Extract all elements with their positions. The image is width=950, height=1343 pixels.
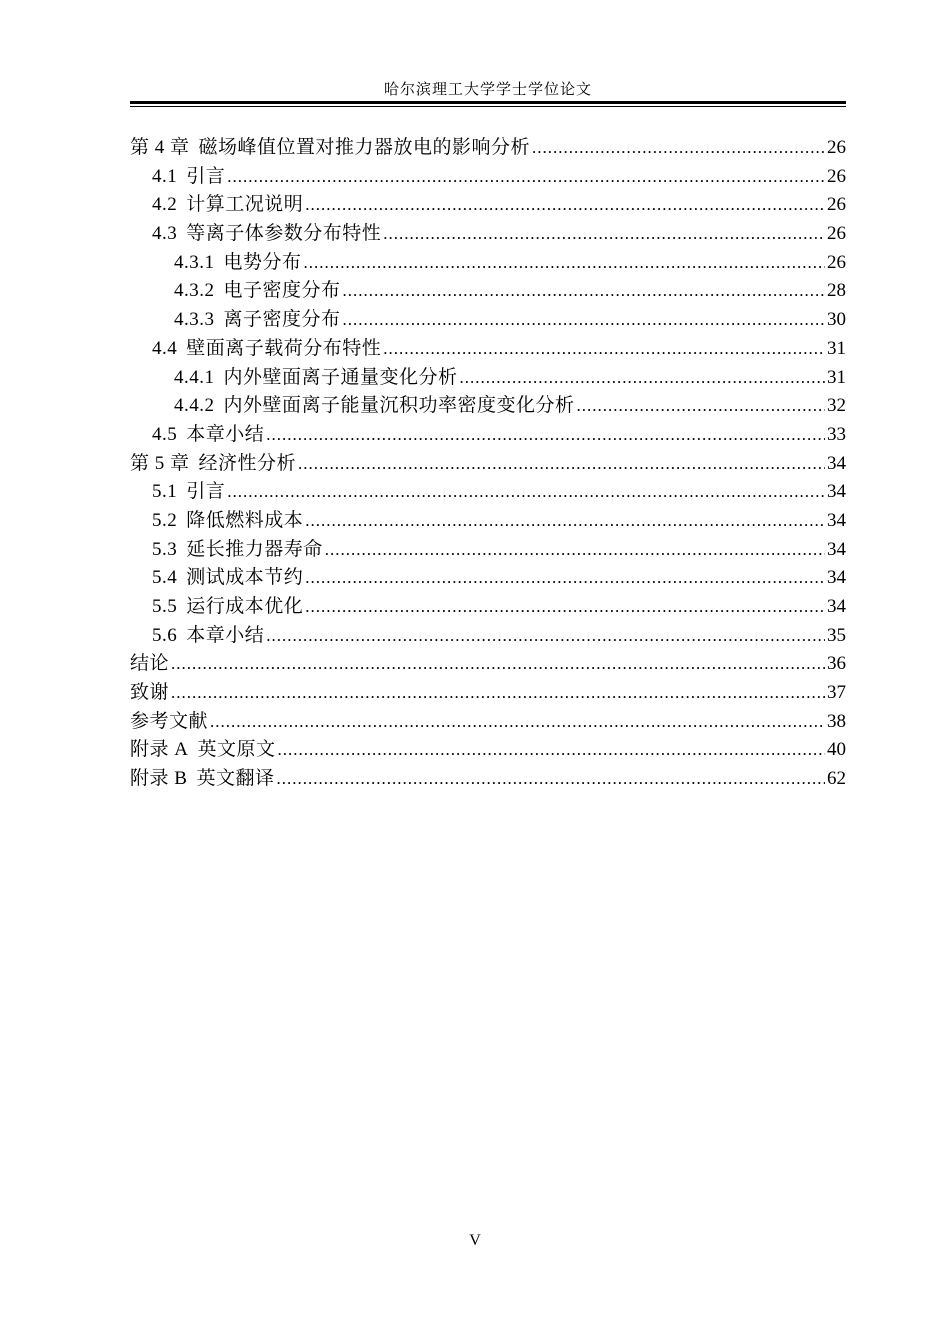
- toc-entry[interactable]: [130, 648, 846, 677]
- toc-entry[interactable]: [130, 591, 846, 620]
- toc-leader-dots: [276, 769, 825, 789]
- toc-entry-title: [174, 362, 458, 389]
- toc-entry-page: 26: [827, 165, 846, 187]
- toc-entry-text: 英文原文: [197, 739, 276, 761]
- toc-entry-page: 26: [827, 251, 846, 273]
- toc-entry-number: 4.4.2: [174, 395, 215, 417]
- toc-entry-text: 运行成本优化: [186, 596, 304, 617]
- toc-entry-text: 参考文献: [130, 710, 209, 732]
- toc-leader-dots: [383, 224, 825, 244]
- toc-entry-number: 5.6: [152, 624, 178, 646]
- toc-entry-text: 壁面离子载荷分布特性: [186, 337, 382, 359]
- header-rule-thick: [130, 101, 846, 104]
- toc-entry-title: [152, 620, 264, 647]
- toc-entry-number: 5.5: [152, 596, 178, 617]
- toc-entry-title: [130, 706, 208, 733]
- toc-entry[interactable]: [130, 304, 846, 333]
- toc-entry-text: 离子密度分布: [223, 309, 341, 331]
- toc-leader-dots: [577, 396, 825, 416]
- toc-entry-page: 40: [827, 739, 846, 761]
- toc-leader-dots: [171, 654, 825, 674]
- toc-leader-dots: [532, 138, 825, 158]
- toc-leader-dots: [383, 339, 825, 359]
- toc-entry-page: 26: [827, 223, 846, 245]
- running-header: 哈尔滨理工大学学士学位论文: [383, 82, 592, 98]
- toc-entry-text: 结论: [130, 653, 170, 675]
- toc-entry[interactable]: [130, 275, 846, 304]
- toc-entry-text: 致谢: [130, 682, 170, 704]
- toc-entry-number: 4.3.2: [174, 280, 215, 302]
- toc-entry-text: 内外壁面离子通量变化分析: [223, 366, 458, 388]
- toc-entry[interactable]: [130, 763, 846, 792]
- toc-entry-page: 35: [827, 624, 846, 646]
- toc-entry-number: 第 5 章: [130, 452, 190, 474]
- toc-entry-page: 26: [827, 137, 846, 158]
- toc-entry-text: 计算工况说明: [186, 194, 304, 216]
- toc-entry[interactable]: [130, 362, 846, 391]
- toc-entry-page: 33: [827, 423, 846, 445]
- toc-leader-dots: [304, 253, 825, 273]
- toc-entry-text: 测试成本节约: [186, 567, 304, 589]
- toc-entry-title: [152, 218, 381, 245]
- toc-entry[interactable]: [130, 448, 846, 477]
- toc-leader-dots: [227, 167, 825, 187]
- toc-entry-text: 磁场峰值位置对推力器放电的影响分析: [198, 137, 531, 158]
- toc-entry-number: 第 4 章: [130, 137, 190, 158]
- toc-entry-text: 英文翻译: [196, 768, 275, 790]
- toc-leader-dots: [298, 454, 825, 474]
- toc-entry-title: [152, 189, 303, 216]
- toc-leader-dots: [227, 482, 825, 502]
- toc-entry-text: 本章小结: [186, 624, 265, 646]
- toc-leader-dots: [325, 540, 825, 560]
- toc-entry-title: [174, 247, 302, 274]
- toc-entry-text: 本章小结: [186, 423, 265, 445]
- toc-entry-title: [152, 419, 264, 446]
- toc-leader-dots: [305, 568, 825, 588]
- toc-leader-dots: [305, 597, 825, 617]
- toc-leader-dots: [278, 740, 826, 760]
- toc-entry-title: [174, 275, 341, 302]
- toc-entry-title: [130, 734, 276, 761]
- toc-entry-text: 引言: [186, 481, 226, 503]
- toc-entry-title: [152, 591, 303, 618]
- header-rule-thin: [130, 106, 846, 107]
- table-of-contents: [130, 132, 846, 792]
- toc-entry-number: 4.3.1: [174, 251, 215, 273]
- toc-entry[interactable]: [130, 333, 846, 362]
- toc-entry-page: 37: [827, 682, 846, 704]
- toc-leader-dots: [305, 511, 825, 531]
- toc-entry-number: 附录 B: [130, 768, 188, 790]
- toc-entry-page: 31: [827, 366, 846, 388]
- toc-entry[interactable]: [130, 419, 846, 448]
- toc-leader-dots: [343, 281, 825, 301]
- toc-leader-dots: [171, 683, 825, 703]
- toc-entry-number: 4.2: [152, 194, 178, 216]
- toc-entry-text: 等离子体参数分布特性: [186, 223, 382, 245]
- toc-entry-number: 附录 A: [130, 739, 189, 761]
- toc-entry[interactable]: [130, 706, 846, 735]
- toc-entry[interactable]: [130, 534, 846, 563]
- toc-entry-title: [130, 763, 274, 790]
- toc-entry-title: [174, 304, 341, 331]
- toc-entry-page: 38: [827, 710, 846, 732]
- toc-entry-number: 4.1: [152, 165, 178, 187]
- toc-leader-dots: [266, 425, 825, 445]
- toc-entry-page: 26: [827, 194, 846, 216]
- toc-entry-title: [130, 448, 296, 475]
- toc-entry-page: 34: [827, 538, 846, 560]
- toc-entry-page: 34: [827, 596, 846, 617]
- toc-entry-text: 内外壁面离子能量沉积功率密度变化分析: [223, 395, 575, 417]
- page-number: V: [469, 1232, 481, 1249]
- toc-entry-title: [152, 333, 381, 360]
- toc-entry-number: 5.1: [152, 481, 178, 503]
- toc-entry-number: 5.3: [152, 538, 178, 560]
- toc-entry-page: 34: [827, 481, 846, 503]
- toc-entry-title: [130, 132, 530, 159]
- toc-entry-number: 4.4.1: [174, 366, 215, 388]
- toc-entry-page: 34: [827, 509, 846, 531]
- toc-entry[interactable]: [130, 734, 846, 763]
- toc-entry[interactable]: [130, 620, 846, 649]
- toc-entry[interactable]: [130, 562, 846, 591]
- toc-entry-number: 5.2: [152, 509, 178, 531]
- toc-entry-page: 62: [827, 768, 846, 790]
- toc-entry-number: 4.3.3: [174, 309, 215, 331]
- toc-entry[interactable]: [130, 218, 846, 247]
- toc-entry-title: [174, 390, 575, 417]
- toc-leader-dots: [210, 712, 825, 732]
- toc-entry[interactable]: [130, 390, 846, 419]
- toc-entry[interactable]: [130, 189, 846, 218]
- toc-entry[interactable]: [130, 505, 846, 534]
- toc-entry-page: 32: [827, 395, 846, 417]
- toc-entry-title: [152, 562, 303, 589]
- toc-leader-dots: [266, 626, 825, 646]
- toc-entry-title: [130, 648, 169, 675]
- toc-entry-number: 5.4: [152, 567, 178, 589]
- toc-entry-text: 延长推力器寿命: [186, 538, 323, 560]
- toc-entry-number: 4.3: [152, 223, 178, 245]
- toc-entry-text: 经济性分析: [198, 452, 297, 474]
- toc-entry-page: 34: [827, 452, 846, 474]
- toc-entry-page: 31: [827, 337, 846, 359]
- toc-entry-page: 36: [827, 653, 846, 675]
- toc-entry-text: 引言: [186, 165, 226, 187]
- toc-leader-dots: [305, 195, 825, 215]
- toc-entry[interactable]: [130, 247, 846, 276]
- toc-entry-text: 降低燃料成本: [186, 509, 304, 531]
- toc-entry[interactable]: [130, 132, 846, 161]
- toc-entry-page: 30: [827, 309, 846, 331]
- toc-entry-title: [152, 476, 225, 503]
- toc-leader-dots: [460, 368, 825, 388]
- toc-entry-title: [130, 677, 169, 704]
- toc-entry[interactable]: [130, 161, 846, 190]
- toc-entry-title: [152, 534, 323, 561]
- toc-entry-text: 电子密度分布: [223, 280, 341, 302]
- toc-leader-dots: [343, 310, 825, 330]
- toc-entry-number: 4.4: [152, 337, 178, 359]
- toc-entry-page: 28: [827, 280, 846, 302]
- toc-entry-number: 4.5: [152, 423, 178, 445]
- toc-entry-title: [152, 505, 303, 532]
- toc-entry[interactable]: [130, 476, 846, 505]
- toc-entry-title: [152, 161, 225, 188]
- toc-entry[interactable]: [130, 677, 846, 706]
- toc-entry-text: 电势分布: [223, 251, 302, 273]
- toc-entry-page: 34: [827, 567, 846, 589]
